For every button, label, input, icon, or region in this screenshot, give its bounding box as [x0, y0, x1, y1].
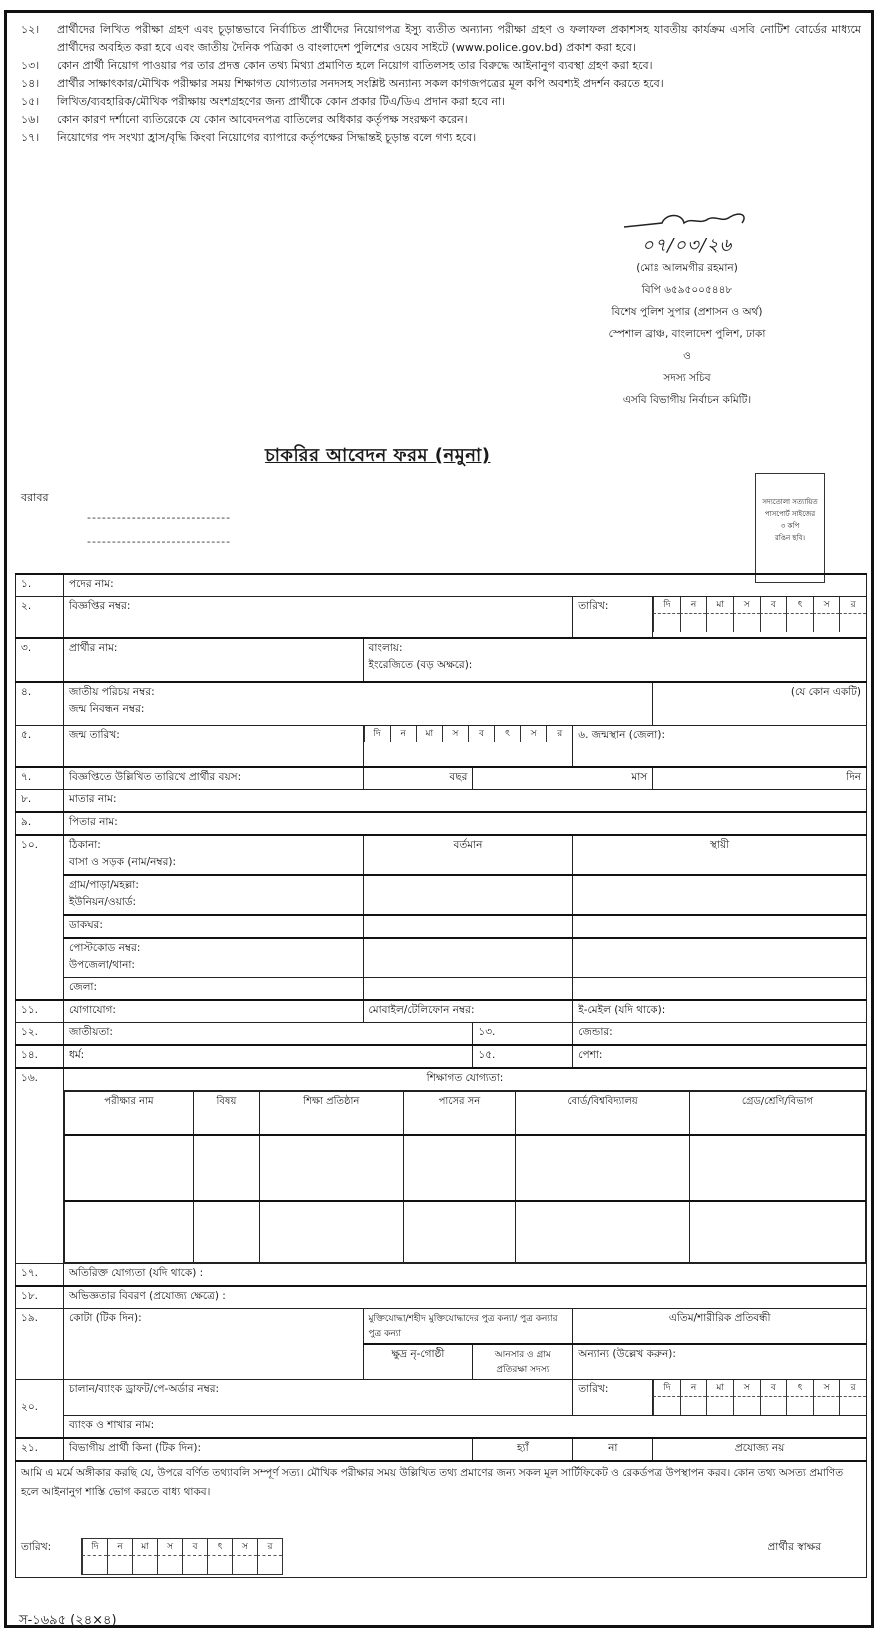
challan-number-field[interactable]: চালান/ব্যাংক ড্রাফট/পে-অর্ডার নম্বর:	[63, 1380, 572, 1416]
rule-item: ১৬। কোন কারণ দর্শানো ব্যতিরেকে যে কোন আবেদনপত্র বাতিলের অধিকার কর্তৃপক্ষ সংরক্ষণ করেন।	[21, 113, 468, 126]
religion-field[interactable]: ধর্ম:	[63, 1045, 472, 1068]
application-form-table	[15, 573, 867, 1578]
field-number: ২১.	[16, 1438, 64, 1461]
challan-date-boxes[interactable]	[653, 1380, 867, 1416]
address-upazila-label: উপজেলা/থানা:	[68, 959, 135, 971]
field-number: ৭.	[16, 767, 64, 790]
name-english-field[interactable]: ইংরেজিতে (বড় অক্ষরে):	[368, 659, 473, 671]
rule-item: ১৩। কোন প্রার্থী নিয়োগ পাওয়ার পর তার প্রদত্ত কোন তথ্য মিথ্যা প্রমাণিত হলে নিয়োগ বাতিলসহ তার বিরুদ্ধে আইনানুগ ব্যবস্থা গ্রহণ করা হবে।	[21, 59, 653, 72]
rule-item: ১৪। প্রার্থীর সাক্ষাৎকার/মৌখিক পরীক্ষার সময় শিক্ষাগত যোগ্যতার সনদসহ সংশ্লিষ্ট অন্যান্য সকল কাগজপত্রের মূল কপি অবশ্যই প্রদর্শন করতে হবে।	[21, 77, 664, 90]
document-page	[4, 10, 874, 1628]
date-letter-box: ৎ	[494, 726, 520, 742]
declaration-text: আমি এ মর্মে অঙ্গীকার করছি যে, উপরে বর্ণিত তথ্যাবলি সম্পূর্ণ সত্য। মৌখিক পরীক্ষার সময় উল্লিখিত তথ্য প্রমাণের জন্য সকল মূল সার্টিফিকেট ও রেকর্ডপত্র উপস্থাপন করব। কোন তথ্য অসত্য প্রমাণিত হলে আইনানুগ শাস্তি ভোগ করতে বাধ্য থাকব।	[21, 1467, 844, 1498]
address-label-2	[63, 875, 363, 915]
education-table	[64, 1091, 866, 1263]
photo-box-line: সদ্যতোলা সত্যায়িত	[762, 498, 818, 506]
rule-item: ১৭। নিয়োগের পদ সংখ্যা হ্রাস/বৃদ্ধি কিংবা নিয়োগের ব্যাপারে কর্তৃপক্ষের সিদ্ধান্তই চূড়ান্ত বলে গণ্য হবে।	[21, 131, 477, 144]
address-union-label: ইউনিয়ন/ওয়ার্ড:	[68, 896, 137, 908]
education-table-cell	[63, 1091, 866, 1264]
signatory-committee: এসবি বিভাগীয় নির্বাচন কমিটি।	[622, 394, 752, 406]
row-address-village	[16, 875, 867, 915]
quota-ansar-option[interactable]: আনসার ও গ্রাম প্রতিরক্ষা সদস্য	[473, 1344, 573, 1380]
field-number: ১২.	[16, 1023, 64, 1046]
to-label: বরাবর	[21, 491, 49, 504]
date-digit-box[interactable]	[653, 613, 680, 632]
circular-date-boxes[interactable]	[653, 597, 867, 639]
date-letter-box: মা	[132, 1539, 157, 1555]
field-number: ১.	[16, 574, 64, 597]
date-letter-box: মা	[706, 597, 733, 613]
field-number: ১৪.	[16, 1045, 64, 1068]
gender-field[interactable]: জেন্ডার:	[573, 1023, 867, 1046]
date-letter-box: ৎ	[786, 597, 813, 613]
date-letter-box: ৎ	[207, 1539, 232, 1555]
signatory-designation: বিশেষ পুলিশ সুপার (প্রশাসন ও অর্থ)	[611, 306, 763, 318]
rule-item: ১৫। লিখিত/ব্যবহারিক/মৌখিক পরীক্ষায় অংশগ্রহণের জন্য প্রার্থীকে কোন প্রকার টিএ/ডিএ প্রদান করা হবে না।	[21, 95, 506, 108]
date-digit-box[interactable]	[82, 1555, 107, 1574]
date-digit-box[interactable]	[706, 1396, 733, 1415]
row-education	[16, 1068, 867, 1091]
nid-brn-fields[interactable]	[63, 682, 652, 726]
edu-cell[interactable]	[193, 1201, 259, 1263]
name-bangla-field[interactable]: বাংলায়:	[368, 642, 403, 654]
form-title: চাকরির আবেদন ফরম (নমুনা)	[265, 445, 491, 466]
address-line-1[interactable]: -----------------------------	[87, 511, 232, 524]
date-letter-box: র	[839, 597, 866, 613]
date-letter-box: র	[546, 726, 572, 742]
date-letter-box: মা	[706, 1380, 733, 1396]
date-letter-box: দি	[653, 1380, 680, 1396]
photo-box	[755, 473, 825, 583]
address-house-label: বাসা ও সড়ক (নাম/নম্বর):	[68, 856, 176, 868]
date-digit-box[interactable]	[680, 1396, 707, 1415]
date-letter-box: ন	[390, 726, 416, 742]
date-letter-box: স	[733, 597, 760, 613]
edu-header: পাসের সন	[403, 1092, 516, 1136]
signatory-bp: বিপি ৬৫৯৫০০৫৪৪৮	[641, 284, 733, 296]
row-challan	[16, 1380, 867, 1416]
quota-ethnic-option[interactable]: ক্ষুদ্র নৃ-গোষ্ঠী	[363, 1344, 473, 1380]
permanent-postcode-field[interactable]	[573, 938, 867, 978]
footer-code: স-১৬৯৫ (২৪×৪)	[19, 1613, 117, 1628]
date-letter-box: ব	[760, 1380, 787, 1396]
row-post	[16, 574, 867, 597]
circular-number-field[interactable]: বিজ্ঞপ্তির নম্বর:	[63, 597, 572, 639]
date-digit-box[interactable]	[786, 613, 813, 632]
date-digit-box[interactable]	[132, 1555, 157, 1574]
contact-label: যোগাযোগ:	[63, 1000, 363, 1023]
mobile-field[interactable]: মোবাইল/টেলিফোন নম্বর:	[363, 1000, 573, 1023]
field-number: ১০.	[16, 835, 64, 1000]
present-postcode-field[interactable]	[363, 938, 573, 978]
row-declaration	[16, 1461, 867, 1578]
edu-header: বিষয়	[193, 1092, 259, 1136]
edu-cell[interactable]	[259, 1135, 403, 1201]
field-number: ১৮.	[16, 1286, 64, 1309]
quota-label: কোটা (টিক দিন):	[63, 1309, 363, 1380]
email-field[interactable]: ই-মেইল (যদি থাকে):	[573, 1000, 867, 1023]
date-digit-box[interactable]	[760, 613, 787, 632]
permanent-post-field[interactable]	[573, 915, 867, 938]
edu-header: পরীক্ষার নাম	[64, 1092, 193, 1136]
photo-box-line: ৩ কপি	[780, 522, 800, 530]
departmental-yes-option[interactable]: হ্যাঁ	[473, 1438, 573, 1461]
extra-qualification-field[interactable]: অতিরিক্ত যোগ্যতা (যদি থাকে) :	[63, 1264, 866, 1287]
education-row[interactable]	[64, 1135, 865, 1201]
present-village-field[interactable]	[363, 875, 573, 915]
date-digit-box[interactable]	[733, 613, 760, 632]
date-letter-box: স	[813, 1380, 840, 1396]
field-number: ৩.	[16, 638, 64, 682]
date-digit-box[interactable]	[839, 613, 866, 632]
date-letter-box: দি	[364, 726, 390, 742]
declaration-footer	[21, 1538, 861, 1575]
row-bank	[16, 1416, 867, 1439]
quota-freedom-fighter-option[interactable]: মুক্তিযোদ্ধা/শহীদ মুক্তিযোদ্ধাদের পুত্র কন্যা/ পুত্র কন্যার পুত্র কন্যা	[363, 1309, 573, 1345]
date-letter-box: মা	[416, 726, 442, 742]
signature-block	[567, 209, 807, 411]
brn-field[interactable]: জন্ম নিবন্ধন নম্বর:	[68, 703, 145, 715]
edu-header: বোর্ড/বিশ্ববিদ্যালয়	[516, 1092, 690, 1136]
present-district-field[interactable]	[363, 978, 573, 1001]
row-contact	[16, 1000, 867, 1023]
field-number: ৪.	[16, 682, 64, 726]
age-label: বিজ্ঞপ্তিতে উল্লিখিত তারিখে প্রার্থীর বয়স:	[63, 767, 363, 790]
field-number: ৮.	[16, 790, 64, 813]
field-number: ৯.	[16, 812, 64, 835]
row-dob	[16, 726, 867, 768]
row-address-postcode	[16, 938, 867, 978]
date-letter-box: দি	[82, 1539, 107, 1555]
date-digit-box[interactable]	[107, 1555, 132, 1574]
education-row[interactable]	[64, 1201, 865, 1263]
edu-cell[interactable]	[259, 1201, 403, 1263]
departmental-no-option[interactable]: না	[573, 1438, 653, 1461]
address-label: ঠিকানা:	[68, 839, 101, 851]
nid-field[interactable]: জাতীয় পরিচয় নম্বর:	[68, 686, 155, 698]
date-digit-box[interactable]	[182, 1555, 207, 1574]
date-letter-box: ন	[680, 1380, 707, 1396]
date-letter-box: স	[157, 1539, 182, 1555]
date-digit-box[interactable]	[257, 1555, 282, 1574]
declaration-date-boxes[interactable]	[81, 1538, 283, 1575]
education-label: শিক্ষাগত যোগ্যতা:	[63, 1068, 866, 1091]
photo-box-line: রঙিন ছবি।	[774, 534, 806, 542]
experience-field[interactable]: অভিজ্ঞতার বিবরণ (প্রযোজ্য ক্ষেত্রে) :	[63, 1286, 866, 1309]
address-line-2[interactable]: -----------------------------	[87, 535, 232, 548]
signatory-name: (মোঃ আলমগীর রহমান)	[636, 262, 738, 274]
row-age	[16, 767, 867, 790]
date-letter-box: ব	[760, 597, 787, 613]
row-address-district	[16, 978, 867, 1001]
rule-item: ১২। প্রার্থীদের লিখিত পরীক্ষা গ্রহণ এবং চূড়ান্তভাবে নির্বাচিত প্রার্থীদের নিয়োগপত্র ইস্যু ব্যতীত অন্যান্য পরীক্ষা গ্রহণ ও ফলাফল প্রকাশসহ যাবতীয় কার্যক্রম এসবি নোটিশ বোর্ডের মাধ্যমে প্রার্থীদের অবহিত করা হবে এবং জাতীয় দৈনিক পত্রিকা ও বাংলাদেশ পুলিশের ওয়েব সাইটে (www.police.gov.bd) প্রকাশ করা হবে।	[21, 23, 861, 54]
date-letter-box: স	[813, 597, 840, 613]
row-education-table	[16, 1091, 867, 1264]
row-father	[16, 812, 867, 835]
present-post-field[interactable]	[363, 915, 573, 938]
date-label: তারিখ:	[573, 1380, 653, 1416]
post-name-field[interactable]: পদের নাম:	[63, 574, 866, 597]
birthplace-field[interactable]: ৬. জন্মস্থান (জেলা):	[573, 726, 867, 768]
date-letter-box: র	[839, 1380, 866, 1396]
permanent-village-field[interactable]	[573, 875, 867, 915]
field-number: ১৭.	[16, 1264, 64, 1287]
field-number: ১১.	[16, 1000, 64, 1023]
age-years-field[interactable]: বছর	[363, 767, 473, 790]
date-letter-box: স	[442, 726, 468, 742]
date-letter-box: ন	[107, 1539, 132, 1555]
edu-header: শিক্ষা প্রতিষ্ঠান	[259, 1092, 403, 1136]
field-number: ২০.	[16, 1380, 64, 1439]
quota-other-option[interactable]: অন্যান্য (উল্লেখ করুন):	[573, 1344, 867, 1380]
dob-label: জন্ম তারিখ:	[63, 726, 363, 768]
row-departmental	[16, 1438, 867, 1461]
row-mother	[16, 790, 867, 813]
education-header-row	[64, 1092, 865, 1136]
father-name-field[interactable]: পিতার নাম:	[63, 812, 866, 835]
signatory-office: স্পেশাল ব্রাঞ্চ, বাংলাদেশ পুলিশ, ঢাকা	[608, 328, 766, 340]
age-days-field[interactable]: দিন	[653, 767, 867, 790]
handwritten-signature	[567, 209, 807, 235]
applicant-name-label: প্রার্থীর নাম:	[63, 638, 363, 682]
declaration-cell	[16, 1461, 867, 1578]
row-nid	[16, 682, 867, 726]
dob-boxes[interactable]	[363, 726, 573, 768]
departmental-label: বিভাগীয় প্রার্থী কিনা (টিক দিন):	[63, 1438, 472, 1461]
address-label-4	[63, 938, 363, 978]
signatory-role: সদস্য সচিব	[663, 372, 711, 384]
row-address-post	[16, 915, 867, 938]
date-label: তারিখ:	[21, 1541, 52, 1553]
address-post-label: ডাকঘর:	[63, 915, 363, 938]
applicant-name-fields[interactable]	[363, 638, 866, 682]
quota-disabled-option[interactable]: এতিম/শারীরিক প্রতিবন্ধী	[573, 1309, 867, 1345]
edu-cell[interactable]	[64, 1201, 193, 1263]
address-postcode-label: পোস্টকোড নম্বর:	[68, 942, 141, 954]
date-letter-box: স	[232, 1539, 257, 1555]
age-months-field[interactable]: মাস	[473, 767, 653, 790]
bank-branch-field[interactable]: ব্যাংক ও শাখার নাম:	[63, 1416, 866, 1439]
rules-list	[21, 21, 861, 147]
date-digit-box[interactable]	[733, 1396, 760, 1415]
row-address-header	[16, 835, 867, 875]
address-district-label: জেলা:	[63, 978, 363, 1001]
nationality-field[interactable]: জাতীয়তা:	[63, 1023, 472, 1046]
field-number: ১৩.	[473, 1023, 573, 1046]
signatory-and: ও	[683, 350, 691, 362]
date-letter-box: ব	[182, 1539, 207, 1555]
field-number: ৫.	[16, 726, 64, 768]
date-letter-box: স	[733, 1380, 760, 1396]
edu-cell[interactable]	[403, 1201, 516, 1263]
field-number: ২.	[16, 597, 64, 639]
permanent-address-column[interactable]: স্থায়ী	[573, 835, 867, 875]
date-letter-box: দি	[653, 597, 680, 613]
edu-cell[interactable]	[193, 1135, 259, 1201]
edu-cell[interactable]	[403, 1135, 516, 1201]
edu-cell[interactable]	[516, 1135, 690, 1201]
mother-name-field[interactable]: মাতার নাম:	[63, 790, 866, 813]
date-digit-box[interactable]	[786, 1396, 813, 1415]
date-digit-box[interactable]	[839, 1396, 866, 1415]
departmental-na-option[interactable]: প্রযোজ্য নয়	[653, 1438, 867, 1461]
date-digit-box[interactable]	[680, 613, 707, 632]
row-name	[16, 638, 867, 682]
permanent-district-field[interactable]	[573, 978, 867, 1001]
date-label: তারিখ:	[573, 597, 653, 639]
row-nationality	[16, 1023, 867, 1046]
row-quota-1	[16, 1309, 867, 1345]
edu-cell[interactable]	[516, 1201, 690, 1263]
signature-date: ০৭/০৩/২৬	[641, 235, 733, 256]
row-experience	[16, 1286, 867, 1309]
present-address-column[interactable]: বর্তমান	[363, 835, 573, 875]
field-number: ১৫.	[473, 1045, 573, 1068]
edu-cell[interactable]	[64, 1135, 193, 1201]
date-digit-box[interactable]	[232, 1555, 257, 1574]
occupation-field[interactable]: পেশা:	[573, 1045, 867, 1068]
date-digit-box[interactable]	[207, 1555, 232, 1574]
date-letter-box: স	[520, 726, 546, 742]
date-digit-box[interactable]	[157, 1555, 182, 1574]
address-label-1	[63, 835, 363, 875]
edu-cell[interactable]	[690, 1135, 866, 1201]
field-number: ১৯.	[16, 1309, 64, 1380]
field-number: ১৬.	[16, 1068, 64, 1264]
date-letter-box: ন	[680, 597, 707, 613]
date-letter-box: র	[257, 1539, 282, 1555]
address-village-label: গ্রাম/পাড়া/মহল্লা:	[68, 879, 139, 891]
date-digit-box[interactable]	[813, 1396, 840, 1415]
photo-box-line: পাসপোর্ট সাইজের	[764, 510, 816, 518]
date-digit-box[interactable]	[706, 613, 733, 632]
row-religion	[16, 1045, 867, 1068]
nid-note: (যে কোন একটি)	[653, 682, 867, 726]
date-digit-box[interactable]	[653, 1396, 680, 1415]
date-digit-box[interactable]	[760, 1396, 787, 1415]
date-digit-box[interactable]	[813, 613, 840, 632]
row-extra	[16, 1264, 867, 1287]
date-letter-box: ৎ	[786, 1380, 813, 1396]
applicant-signature[interactable]: প্রার্থীর স্বাক্ষর	[767, 1541, 821, 1553]
edu-cell[interactable]	[690, 1201, 866, 1263]
date-letter-box: ব	[468, 726, 494, 742]
row-circular	[16, 597, 867, 639]
edu-header: গ্রেড/শ্রেণি/বিভাগ	[690, 1092, 866, 1136]
